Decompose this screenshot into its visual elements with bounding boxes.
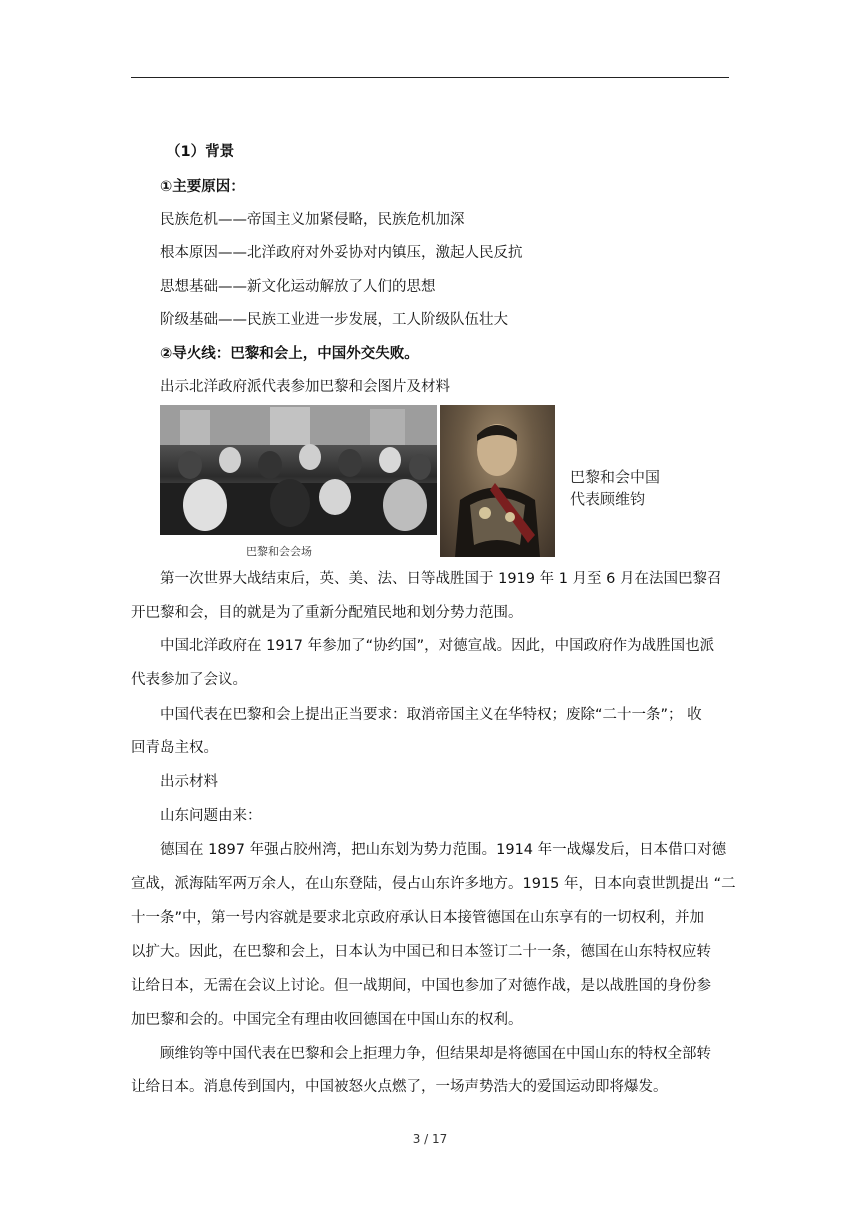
paragraph-5-line: 让给日本。消息传到国内，中国被怒火点燃了，一场声势浩大的爱国运动即将爆发。 <box>131 1079 668 1095</box>
paragraph-2-line: 代表参加了会议。 <box>131 672 247 688</box>
paragraph-4-line: 德国在 1897 年强占胶州湾，把山东划为势力范围。1914 年一战爆发后，日本借口对德 <box>160 842 727 858</box>
cause-item: 思想基础——新文化运动解放了人们的思想 <box>160 279 436 295</box>
paragraph-4-line: 十一条”中，第一号内容就是要求北京政府承认日本接管德国在山东享有的一切权利，并加 <box>131 910 705 926</box>
cause-item: 阶级基础——民族工业进一步发展，工人阶级队伍壮大 <box>160 312 508 328</box>
cause-item: 根本原因——北洋政府对外妥协对内镇压，激起人民反抗 <box>160 245 523 261</box>
paragraph-3-line: 中国代表在巴黎和会上提出正当要求：取消帝国主义在华特权；废除“二十一条”； 收 <box>160 707 702 723</box>
portrait-caption-line2: 代表顾维钧 <box>570 490 646 508</box>
wellington-koo-portrait <box>440 405 555 557</box>
paragraph-5-line: 顾维钧等中国代表在巴黎和会上拒理力争，但结果却是将德国在中国山东的特权全部转 <box>160 1046 711 1062</box>
paris-conference-photo <box>160 405 437 535</box>
paragraph-3-line: 回青岛主权。 <box>131 740 218 756</box>
paragraph-1-line: 第一次世界大战结束后，英、美、法、日等战胜国于 1919 年 1 月至 6 月在法国巴黎召 <box>160 571 722 587</box>
section-title: （1）背景 <box>166 144 235 160</box>
show-material-text: 出示材料 <box>160 774 218 790</box>
shandong-heading: 山东问题由来： <box>160 808 262 824</box>
paragraph-4-line: 宣战，派海陆军两万余人，在山东登陆，侵占山东许多地方。1915 年，日本向袁世凯提出 “二 <box>131 876 736 892</box>
paragraph-4-line: 加巴黎和会的。中国完全有理由收回德国在中国山东的权利。 <box>131 1012 523 1028</box>
fuse-heading: ②导火线：巴黎和会上，中国外交失败。 <box>160 346 419 362</box>
cause-heading: ①主要原因： <box>160 179 245 195</box>
paragraph-1-line: 开巴黎和会，目的就是为了重新分配殖民地和划分势力范围。 <box>131 605 523 621</box>
page-number: 3 / 17 <box>412 1132 448 1146</box>
show-images-text: 出示北洋政府派代表参加巴黎和会图片及材料 <box>160 379 450 395</box>
paragraph-2-line: 中国北洋政府在 1917 年参加了“协约国”，对德宣战。因此，中国政府作为战胜国也派 <box>160 638 715 654</box>
header-rule <box>131 77 729 78</box>
paragraph-4-line: 让给日本，无需在会议上讨论。但一战期间，中国也参加了对德作战，是以战胜国的身份参 <box>131 978 711 994</box>
paragraph-4-line: 以扩大。因此，在巴黎和会上，日本认为中国已和日本签订二十一条，德国在山东特权应转 <box>131 944 711 960</box>
portrait-caption-line1: 巴黎和会中国 <box>570 468 661 486</box>
cause-item: 民族危机——帝国主义加紧侵略，民族危机加深 <box>160 212 465 228</box>
conference-photo-caption: 巴黎和会会场 <box>246 545 312 558</box>
